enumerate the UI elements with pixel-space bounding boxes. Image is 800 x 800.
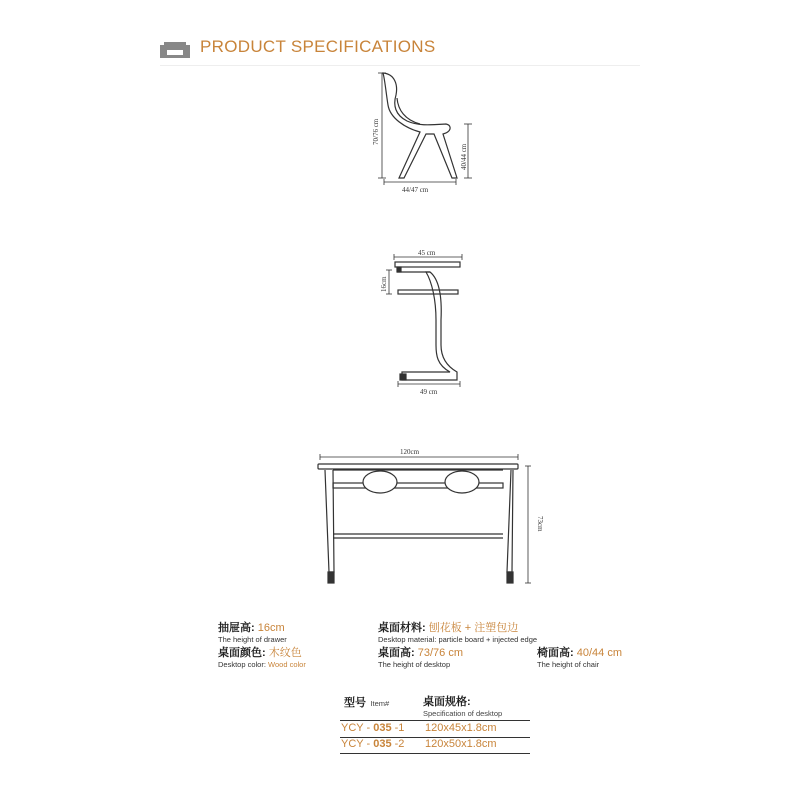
spec-material bbox=[378, 619, 537, 644]
table-header-item-cn: 型号 bbox=[344, 697, 366, 709]
table-row bbox=[341, 722, 404, 734]
chair-height-label: 70/76 cm bbox=[372, 118, 380, 145]
page-title: PRODUCT SPECIFICATIONS bbox=[200, 37, 436, 56]
table-header-spec bbox=[423, 693, 502, 718]
table-divider bbox=[340, 720, 530, 721]
row-spec: 120x45x1.8cm bbox=[425, 722, 497, 734]
row-item-number: 035 bbox=[373, 738, 392, 750]
spec-chair-height-value: 40/44 cm bbox=[576, 647, 622, 659]
table-header-item bbox=[344, 693, 389, 711]
table-row bbox=[341, 738, 404, 750]
desk-height-label: 73cm bbox=[536, 516, 544, 532]
spec-color-value: 木纹色 bbox=[268, 647, 302, 659]
spec-desk-height bbox=[378, 644, 463, 669]
desk-front-dimensions bbox=[320, 454, 531, 583]
spec-material-value: 刨花板 + 注塑包边 bbox=[428, 622, 519, 634]
spec-color-value-en: Wood color bbox=[268, 660, 306, 669]
desk-depth-label: 45 cm bbox=[418, 249, 436, 257]
table-divider bbox=[340, 753, 530, 754]
spec-drawer-label: 抽屉高: bbox=[218, 622, 255, 634]
chair-seat-label: 40/44 cm bbox=[460, 143, 468, 170]
desk-base-label: 49 cm bbox=[420, 388, 438, 396]
row-item-prefix: YCY - bbox=[341, 738, 374, 750]
chair-drawing bbox=[383, 73, 457, 178]
spec-drawer-value: 16cm bbox=[257, 622, 285, 634]
spec-desk-height-label: 桌面高: bbox=[378, 647, 415, 659]
spec-desk-height-value: 73/76 cm bbox=[417, 647, 463, 659]
spec-color bbox=[218, 644, 306, 669]
row-item-suffix: -2 bbox=[391, 738, 405, 750]
table-header-spec-en: Specification of desktop bbox=[423, 709, 503, 718]
row-item-suffix: -1 bbox=[391, 722, 405, 734]
desk-front-drawing bbox=[318, 464, 518, 583]
spec-drawer bbox=[218, 619, 287, 644]
row-item-number: 035 bbox=[373, 722, 392, 734]
spec-desk-height-en: The height of desktop bbox=[378, 660, 451, 669]
spec-chair-height-en: The height of chair bbox=[537, 660, 600, 669]
chair-dimensions bbox=[378, 73, 472, 185]
spec-color-en: Desktop color: bbox=[218, 660, 266, 669]
row-item-prefix: YCY - bbox=[341, 722, 374, 734]
desk-width-label: 120cm bbox=[400, 448, 420, 456]
table-header-spec-cn: 桌面规格: bbox=[423, 696, 471, 708]
desk-side-drawing bbox=[395, 262, 460, 380]
spec-color-label: 桌面颜色: bbox=[218, 647, 266, 659]
spec-material-label: 桌面材料: bbox=[378, 622, 426, 634]
row-spec: 120x50x1.8cm bbox=[425, 738, 497, 750]
drawer-height-label: 16cm bbox=[380, 276, 388, 292]
spec-drawer-en: The height of drawer bbox=[218, 635, 287, 644]
chair-width-label: 44/47 cm bbox=[402, 186, 429, 194]
spec-material-en: Desktop material: particle board + injected edge bbox=[378, 635, 538, 644]
spec-chair-height-label: 椅面高: bbox=[537, 647, 574, 659]
spec-chair-height bbox=[537, 644, 622, 669]
table-header-item-en: Item# bbox=[370, 699, 390, 708]
